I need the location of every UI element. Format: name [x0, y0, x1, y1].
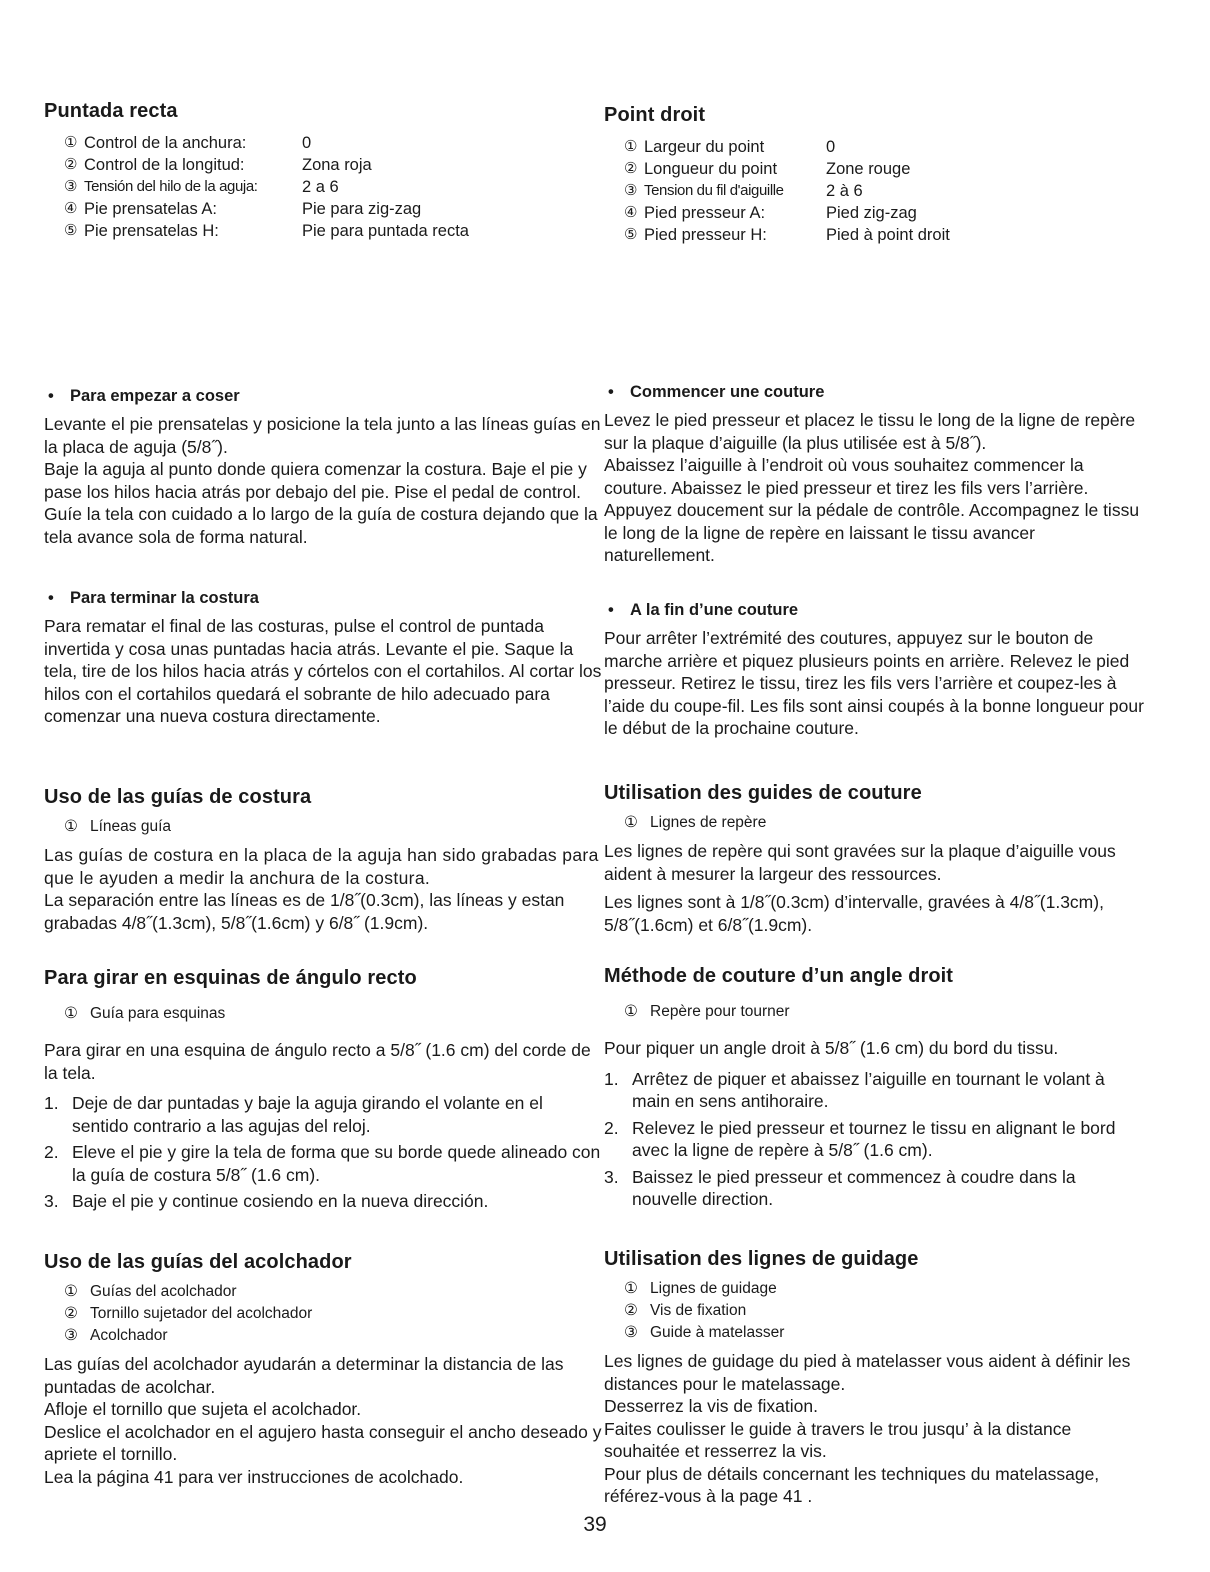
callout-number: ⑤ — [624, 226, 638, 243]
es-right-angle-section — [44, 965, 604, 1217]
fr-start-sewing-section — [604, 381, 1144, 567]
callout-label: Guía para esquinas — [90, 1005, 226, 1022]
es-quilting-guide-title: Uso de las guías del acolchador — [44, 1251, 352, 1273]
callout-item — [64, 1303, 604, 1325]
paragraph: Deslice el acolchador en el agujero hasta conseguir el ancho deseado y apriete el tornillo. — [44, 1421, 602, 1464]
setting-label: Control de la anchura: — [84, 134, 247, 152]
callout-item — [64, 816, 604, 838]
paragraph: Pour plus de détails concernant les techniques du matelassage, référez-vous à la page 41 . — [604, 1463, 1100, 1506]
callout-number: ④ — [624, 204, 638, 221]
setting-label: Pie prensatelas H: — [84, 222, 219, 240]
paragraph: Para girar en una esquina de ángulo recto a 5/8˝ (1.6 cm) del corde de la tela. — [44, 1040, 591, 1083]
setting-value: Zona roja — [302, 156, 372, 174]
callout-number: ① — [64, 1005, 78, 1022]
fr-quilting-guide-title: Utilisation des lignes de guidage — [604, 1248, 919, 1270]
callout-item — [624, 1278, 1144, 1300]
setting-value: 0 — [302, 134, 312, 152]
step-number: 3. — [604, 1166, 619, 1187]
es-seam-guides-title: Uso de las guías de costura — [44, 786, 312, 808]
fr-quilting-guide-section — [604, 1246, 1144, 1508]
step-number: 2. — [44, 1142, 59, 1162]
callout-list — [624, 812, 1144, 834]
callout-number: ② — [64, 156, 78, 173]
setting-value: 2 a 6 — [302, 178, 339, 196]
paragraph: Para rematar el final de las costuras, pulse el control de puntada invertida y cosa unas puntadas hacia atrás. Levante el pie. Saque la tela, tire de los hilos hacia atrás y córtelos con el cortahilos. Al cortar los hilos con el cortahilos quedará el sobrante de hilo adecuado para comenzar una nueva costura directamente. — [44, 616, 602, 726]
setting-label: Largeur du point — [644, 138, 765, 156]
callout-label: Líneas guía — [90, 818, 172, 835]
callout-number: ① — [64, 1283, 78, 1300]
page-number: 39 — [583, 1513, 607, 1536]
setting-label: Pied presseur A: — [644, 204, 766, 222]
paragraph: Les lignes de guidage du pied à matelasser vous aident à définir les distances pour le matelassage. — [604, 1351, 1131, 1394]
es-straight-stitch-section — [44, 98, 604, 242]
callout-item — [64, 1325, 604, 1347]
callout-label: Guide à matelasser — [650, 1324, 785, 1341]
callout-label: Vis de fixation — [650, 1302, 747, 1319]
setting-label: Pied presseur H: — [644, 226, 767, 244]
callout-number: ② — [64, 1305, 78, 1322]
callout-label: Lignes de repère — [650, 814, 767, 831]
step-number: 1. — [44, 1093, 59, 1113]
callout-item — [624, 1001, 1144, 1023]
step-text: Deje de dar puntadas y baje la aguja girando el volante en el sentido contrario a las agujas del reloj. — [72, 1093, 543, 1136]
es-seam-guides-section — [44, 784, 604, 934]
setting-label: Control de la longitud: — [84, 156, 245, 174]
setting-label: Tension du fil d'aiguille — [644, 182, 784, 199]
callout-label: Acolchador — [90, 1327, 168, 1344]
paragraph: Lea la página 41 para ver instrucciones de acolchado. — [44, 1466, 464, 1487]
step-number: 2. — [604, 1117, 619, 1138]
list-item — [44, 1141, 604, 1186]
paragraph: Las guías de costura en la placa de la aguja han sido grabadas para que le ayuden a medir la anchura de la costura. — [44, 845, 599, 888]
callout-number: ① — [64, 134, 78, 151]
step-text: Arrêtez de piquer et abaissez l’aiguille en tournant le volant à main en sens antihoraire. — [632, 1068, 1105, 1111]
paragraph: Abaissez l’aiguille à l’endroit où vous souhaitez commencer la couture. Abaissez le pied presseur et tirez les fils vers l’arrière. Appuyez doucement sur la pédale de contrôle. Accompagnez le tissu le long de la ligne de repère en laissant le tissu avancer naturellement. — [604, 455, 1140, 565]
setting-value: Pied zig-zag — [826, 204, 917, 222]
fr-seam-guides-title: Utilisation des guides de couture — [604, 782, 922, 804]
paragraph: Les lignes sont à 1/8˝(0.3cm) d’intervalle, gravées à 4/8˝(1.3cm), 5/8˝(1.6cm) et 6/8˝(1.9cm). — [604, 892, 1104, 935]
step-text: Baje el pie y continue cosiendo en la nueva dirección. — [72, 1191, 489, 1211]
list-item — [604, 1068, 1144, 1113]
paragraph: Levante el pie prensatelas y posicione la tela junto a las líneas guías en la placa de aguja (5/8˝). — [44, 414, 601, 457]
step-text: Relevez le pied presseur et tournez le tissu en alignant le bord avec la ligne de repère à 5/8˝ (1.6 cm). — [632, 1117, 1116, 1160]
paragraph: Desserrez la vis de fixation. — [604, 1396, 818, 1416]
paragraph: Les lignes de repère qui sont gravées sur la plaque d’aiguille vous aident à mesurer la largeur des ressources. — [604, 841, 1116, 884]
setting-value: Pied à point droit — [826, 226, 950, 244]
list-item — [44, 1190, 604, 1213]
callout-list — [64, 1281, 604, 1347]
list-item — [604, 1117, 1144, 1162]
callout-number: ① — [624, 138, 638, 155]
callout-number: ① — [624, 1280, 638, 1297]
setting-label: Longueur du point — [644, 160, 778, 178]
es-start-sewing-section — [44, 385, 604, 548]
callout-list — [64, 816, 604, 838]
callout-item — [624, 1300, 1144, 1322]
callout-number: ① — [64, 818, 78, 835]
callout-label: Tornillo sujetador del acolchador — [90, 1305, 313, 1322]
callout-item — [624, 812, 1144, 834]
es-finish-seam-heading: • Para terminar la costura — [44, 587, 604, 609]
setting-value: 2 à 6 — [826, 182, 863, 200]
setting-value: Pie para zig-zag — [302, 200, 422, 218]
es-right-angle-title: Para girar en esquinas de ángulo recto — [44, 967, 417, 989]
fr-straight-stitch-title: Point droit — [604, 104, 706, 126]
callout-number: ③ — [64, 1327, 78, 1344]
callout-number: ③ — [624, 1324, 638, 1341]
setting-value: Pie para puntada recta — [302, 222, 469, 240]
fr-seam-guides-section — [604, 780, 1144, 936]
callout-label: Lignes de guidage — [650, 1280, 777, 1297]
fr-finish-seam-heading: • A la fin d’une couture — [604, 599, 1144, 621]
paragraph: Pour piquer un angle droit à 5/8˝ (1.6 cm) du bord du tissu. — [604, 1038, 1059, 1058]
paragraph: Pour arrêter l’extrémité des coutures, appuyez sur le bouton de marche arrière et piquez plusieurs points en arrière. Relevez le pied presseur. Retirez le tissu, tirez les fils vers l’arrière et coupez-les à l’aide du coupe-fil. Les fils sont ainsi coupés à la bonne longueur pour le début de la prochaine couture. — [604, 628, 1144, 738]
fr-right-angle-section — [604, 963, 1144, 1215]
callout-item — [64, 1003, 604, 1025]
setting-label: Pie prensatelas A: — [84, 200, 217, 218]
callout-label: Repère pour tourner — [650, 1003, 790, 1020]
fr-finish-seam-section — [604, 599, 1144, 740]
paragraph: Afloje el tornillo que sujeta el acolchador. — [44, 1399, 362, 1419]
callout-item — [64, 1281, 604, 1303]
fr-start-sewing-heading: • Commencer une couture — [604, 381, 1144, 403]
es-finish-seam-section — [44, 587, 604, 728]
es-start-sewing-heading: • Para empezar a coser — [44, 385, 604, 407]
paragraph: Levez le pied presseur et placez le tissu le long de la ligne de repère sur la plaque d’aiguille (la plus utilisée est à 5/8˝). — [604, 410, 1136, 453]
callout-number: ③ — [64, 178, 78, 195]
es-straight-stitch-title: Puntada recta — [44, 100, 178, 122]
fr-right-angle-title: Méthode de couture d’un angle droit — [604, 965, 954, 987]
callout-number: ③ — [624, 182, 638, 199]
es-steps-list — [44, 1092, 604, 1213]
paragraph: Baje la aguja al punto donde quiera comenzar la costura. Baje el pie y pase los hilos hacia atrás por debajo del pie. Pise el pedal de control. Guíe la tela con cuidado a lo largo de la guía de costura dejando que la tela avance sola de forma natural. — [44, 459, 598, 547]
paragraph: Faites coulisser le guide à travers le trou jusqu’ à la distance souhaitée et resserrez la vis. — [604, 1418, 1072, 1461]
callout-list — [624, 1001, 1144, 1023]
setting-value: Zone rouge — [826, 160, 911, 178]
callout-number: ① — [624, 1003, 638, 1020]
list-item — [604, 1166, 1144, 1211]
es-settings-list — [64, 132, 604, 242]
callout-number: ⑤ — [64, 222, 78, 239]
list-item — [44, 1092, 604, 1137]
setting-label: Tensión del hilo de la aguja: — [84, 178, 258, 195]
callout-item — [624, 1322, 1144, 1344]
step-text: Eleve el pie y gire la tela de forma que su borde quede alineado con la guía de costura 5/8˝ (1.6 cm). — [72, 1142, 601, 1185]
fr-settings-list — [624, 136, 1144, 246]
callout-number: ② — [624, 1302, 638, 1319]
es-quilting-guide-section — [44, 1249, 604, 1488]
callout-number: ② — [624, 160, 638, 177]
step-number: 3. — [44, 1191, 59, 1211]
paragraph: Las guías del acolchador ayudarán a determinar la distancia de las puntadas de acolchar. — [44, 1354, 564, 1397]
step-number: 1. — [604, 1068, 619, 1089]
fr-steps-list — [604, 1068, 1144, 1211]
setting-value: 0 — [826, 138, 836, 156]
callout-number: ① — [624, 814, 638, 831]
callout-list — [64, 1003, 604, 1025]
callout-number: ④ — [64, 200, 78, 217]
step-text: Baissez le pied presseur et commencez à coudre dans la nouvelle direction. — [632, 1166, 1076, 1209]
fr-straight-stitch-section — [604, 102, 1144, 246]
paragraph: La separación entre las líneas es de 1/8˝(0.3cm), las líneas y estan grabadas 4/8˝(1.3cm), 5/8˝(1.6cm) y 6/8˝ (1.9cm). — [44, 890, 565, 933]
callout-list — [624, 1278, 1144, 1344]
callout-label: Guías del acolchador — [90, 1283, 237, 1300]
